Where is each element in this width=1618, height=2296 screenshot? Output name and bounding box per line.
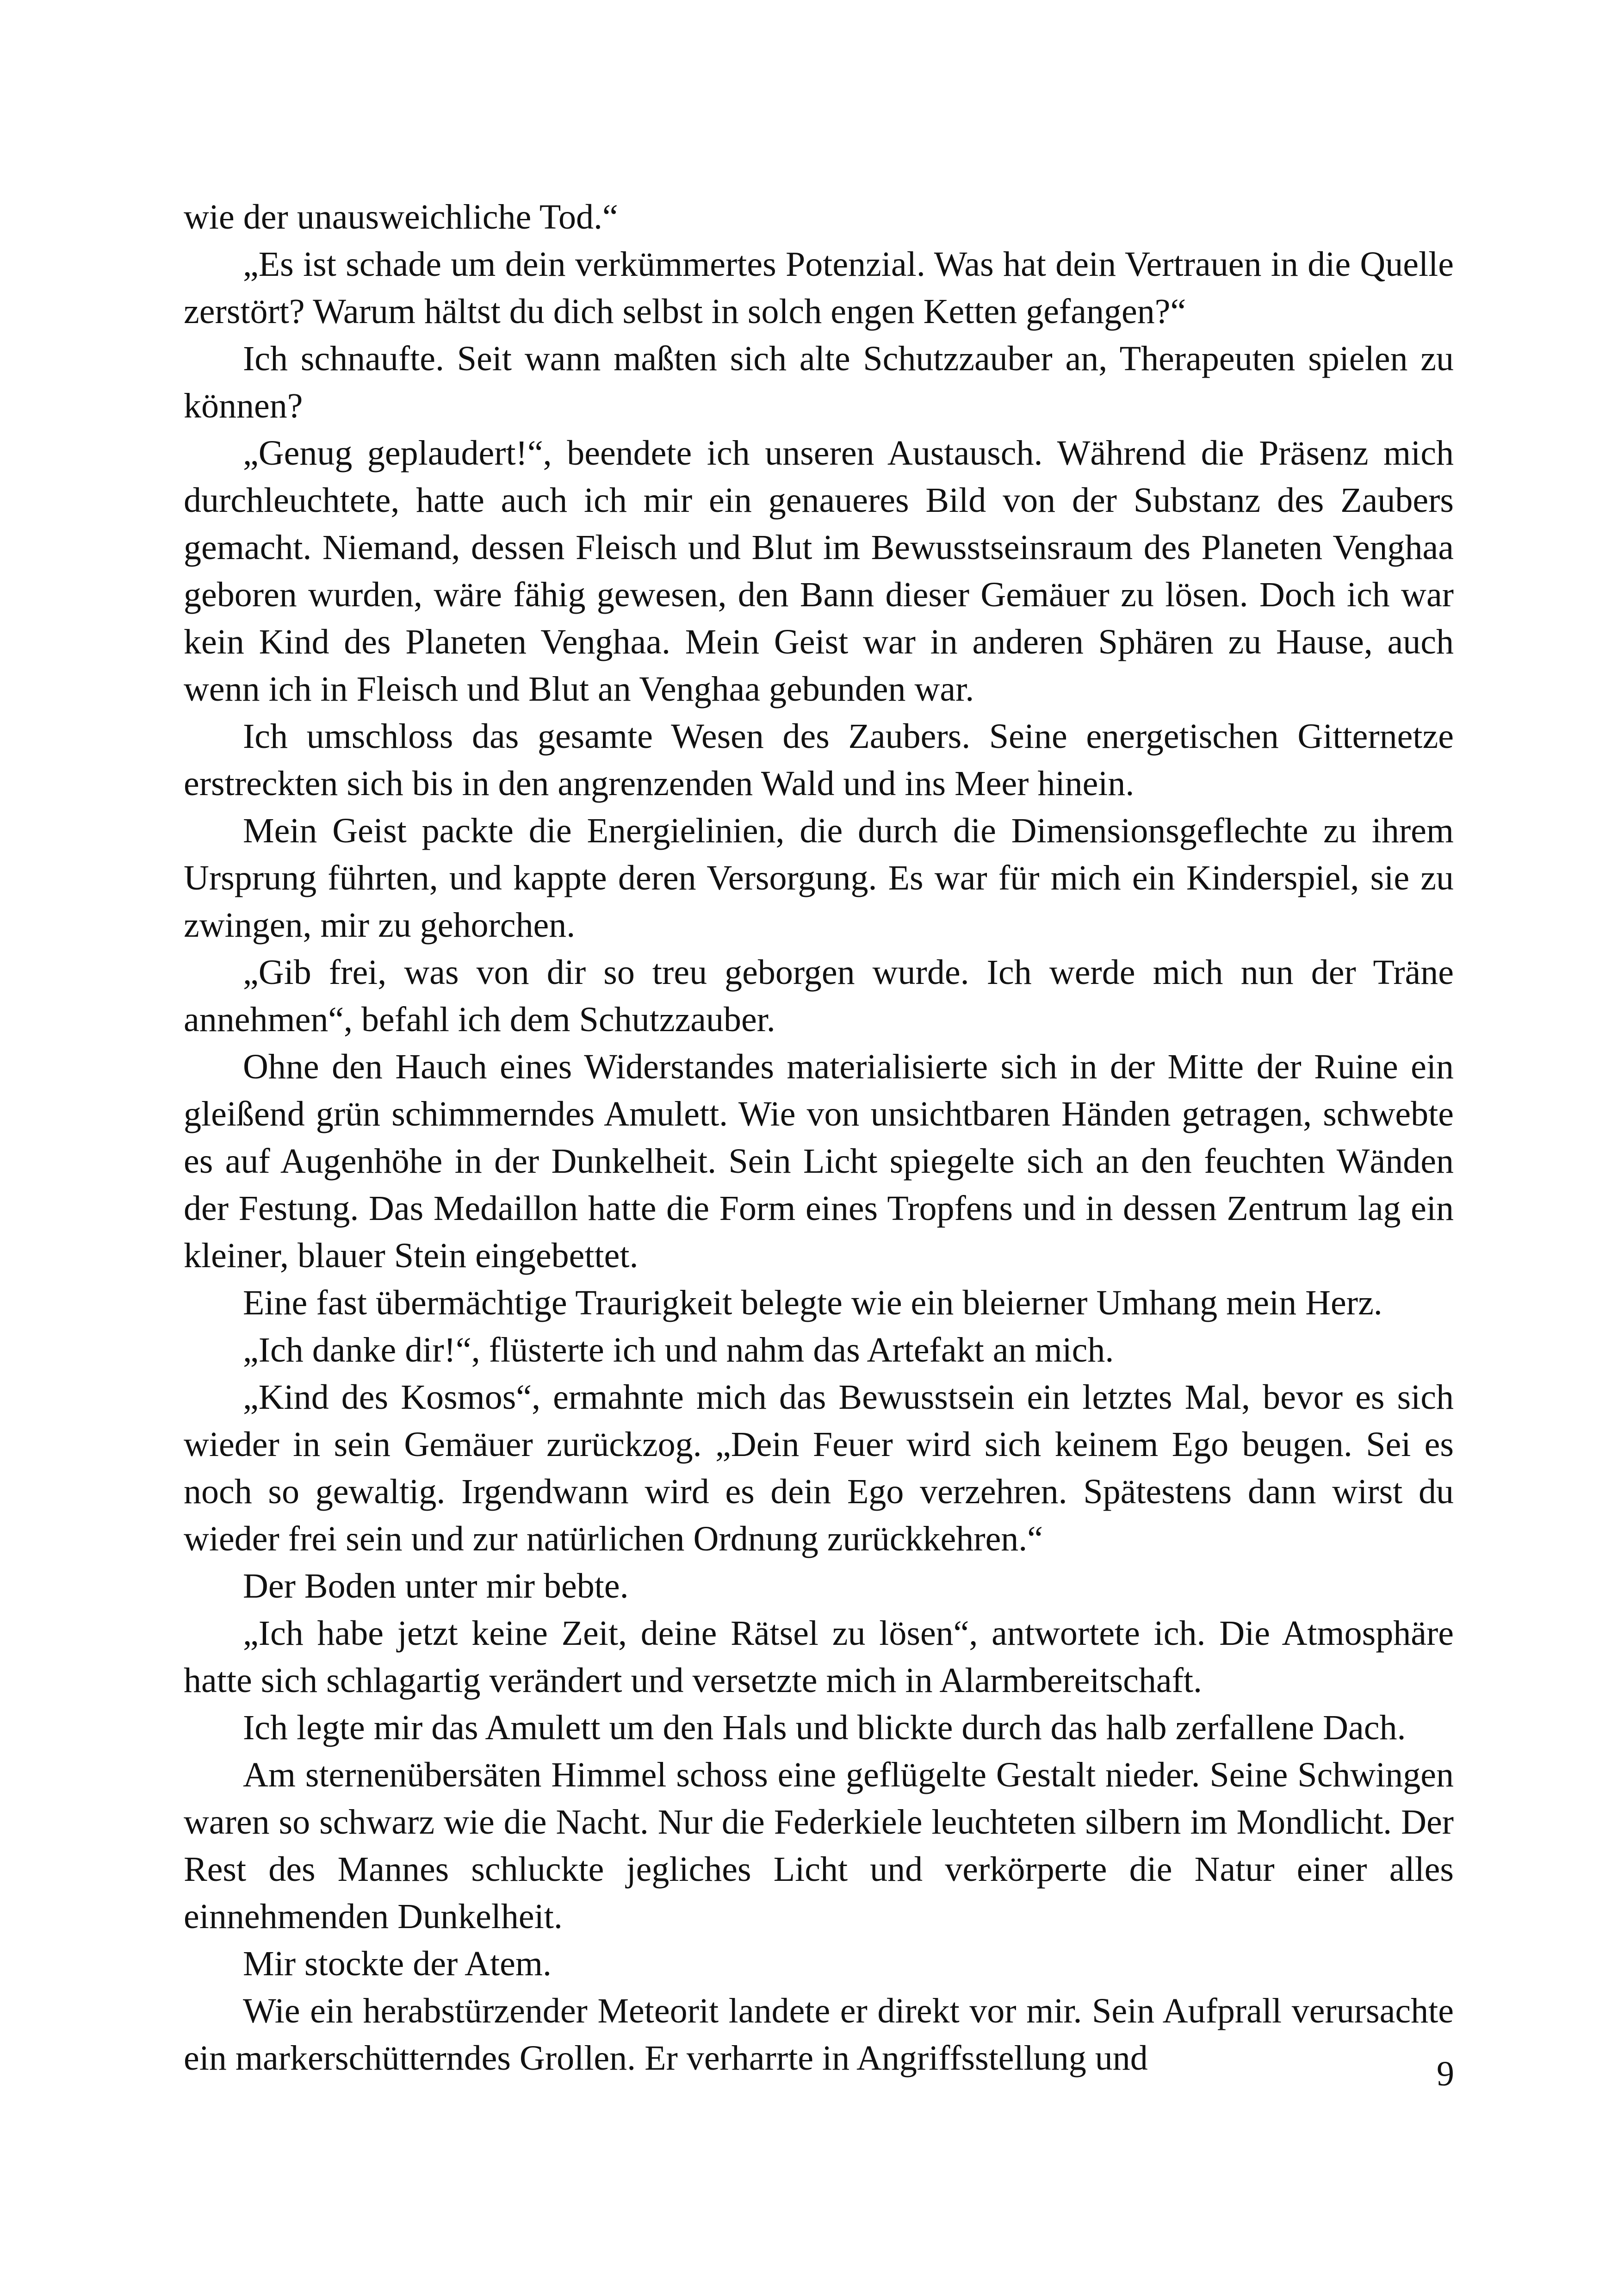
paragraph: „Es ist schade um dein verkümmertes Potenzial. Was hat dein Vertrauen in die Quelle zerstört? Warum hältst du dich selbst in solch engen Ketten gefangen?“	[184, 245, 1454, 331]
paragraph: „Ich habe jetzt keine Zeit, deine Rätsel zu lösen“, antwortete ich. Die Atmosphäre hatte sich schlagartig verändert und versetzte mich in Alarmbereitschaft.	[184, 1614, 1454, 1700]
paragraph: „Ich danke dir!“, flüsterte ich und nahm das Artefakt an mich.	[243, 1331, 1114, 1369]
paragraph: „Genug geplaudert!“, beendete ich unseren Austausch. Während die Präsenz mich durchleuchtete, hatte auch ich mir ein genaueres Bild von der Substanz des Zaubers gemacht. Niemand, dessen Fleisch und Blut im Bewusstseinsraum des Planeten Venghaa geboren wurden, wäre fähig gewesen, den Bann dieser Gemäuer zu lösen. Doch ich war kein Kind des Planeten Venghaa. Mein Geist war in anderen Sphären zu Hause, auch wenn ich in Fleisch und Blut an Venghaa gebunden war.	[184, 434, 1454, 709]
paragraph: „Kind des Kosmos“, ermahnte mich das Bewusstsein ein letztes Mal, bevor es sich wieder in sein Gemäuer zurückzog. „Dein Feuer wird sich keinem Ego beugen. Sei es noch so gewaltig. Irgendwann wird es dein Ego verzehren. Spätestens dann wirst du wieder frei sein und zur natürlichen Ordnung zurückkehren.“	[184, 1378, 1454, 1558]
paragraph: Mir stockte der Atem.	[243, 1944, 552, 1983]
paragraph: Ich umschloss das gesamte Wesen des Zaubers. Seine energetischen Gitternetze erstreckten sich bis in den angrenzenden Wald und ins Meer hinein.	[184, 717, 1454, 803]
body-text	[184, 193, 1454, 2082]
paragraph: Mein Geist packte die Energielinien, die durch die Dimensionsgeflechte zu ihrem Ursprung führten, und kappte deren Versorgung. Es war für mich ein Kinderspiel, sie zu zwingen, mir zu gehorchen.	[184, 811, 1454, 945]
paragraph-continuation: wie der unausweichliche Tod.“	[184, 198, 618, 236]
paragraph: Ohne den Hauch eines Widerstandes materialisierte sich in der Mitte der Ruine ein gleißend grün schimmerndes Amulett. Wie von unsichtbaren Händen getragen, schwebte es auf Augenhöhe in der Dunkelheit. Sein Licht spiegelte sich an den feuchten Wänden der Festung. Das Medaillon hatte die Form eines Tropfens und in dessen Zentrum lag ein kleiner, blauer Stein eingebettet.	[184, 1047, 1454, 1275]
paragraph: Der Boden unter mir bebte.	[243, 1567, 629, 1605]
page-number: 9	[1437, 2054, 1454, 2093]
paragraph: Ich schnaufte. Seit wann maßten sich alte Schutzzauber an, Therapeuten spielen zu können?	[184, 339, 1454, 425]
paragraph: Am sternenübersäten Himmel schoss eine geflügelte Gestalt nieder. Seine Schwingen waren so schwarz wie die Nacht. Nur die Federkiele leuchteten silbern im Mondlicht. Der Rest des Mannes schluckte jegliches Licht und verkörperte die Natur einer alles einnehmenden Dunkelheit.	[184, 1755, 1454, 1936]
paragraph: Wie ein herabstürzender Meteorit landete er direkt vor mir. Sein Aufprall verursachte ein markerschütterndes Grollen. Er verharrte in Angriffsstellung und	[184, 1991, 1454, 2078]
paragraph: Eine fast übermächtige Traurigkeit belegte wie ein bleierner Umhang mein Herz.	[243, 1283, 1382, 1322]
paragraph: Ich legte mir das Amulett um den Hals und blickte durch das halb zerfallene Dach.	[243, 1708, 1406, 1747]
paragraph: „Gib frei, was von dir so treu geborgen wurde. Ich werde mich nun der Träne annehmen“, befahl ich dem Schutzzauber.	[184, 953, 1454, 1039]
